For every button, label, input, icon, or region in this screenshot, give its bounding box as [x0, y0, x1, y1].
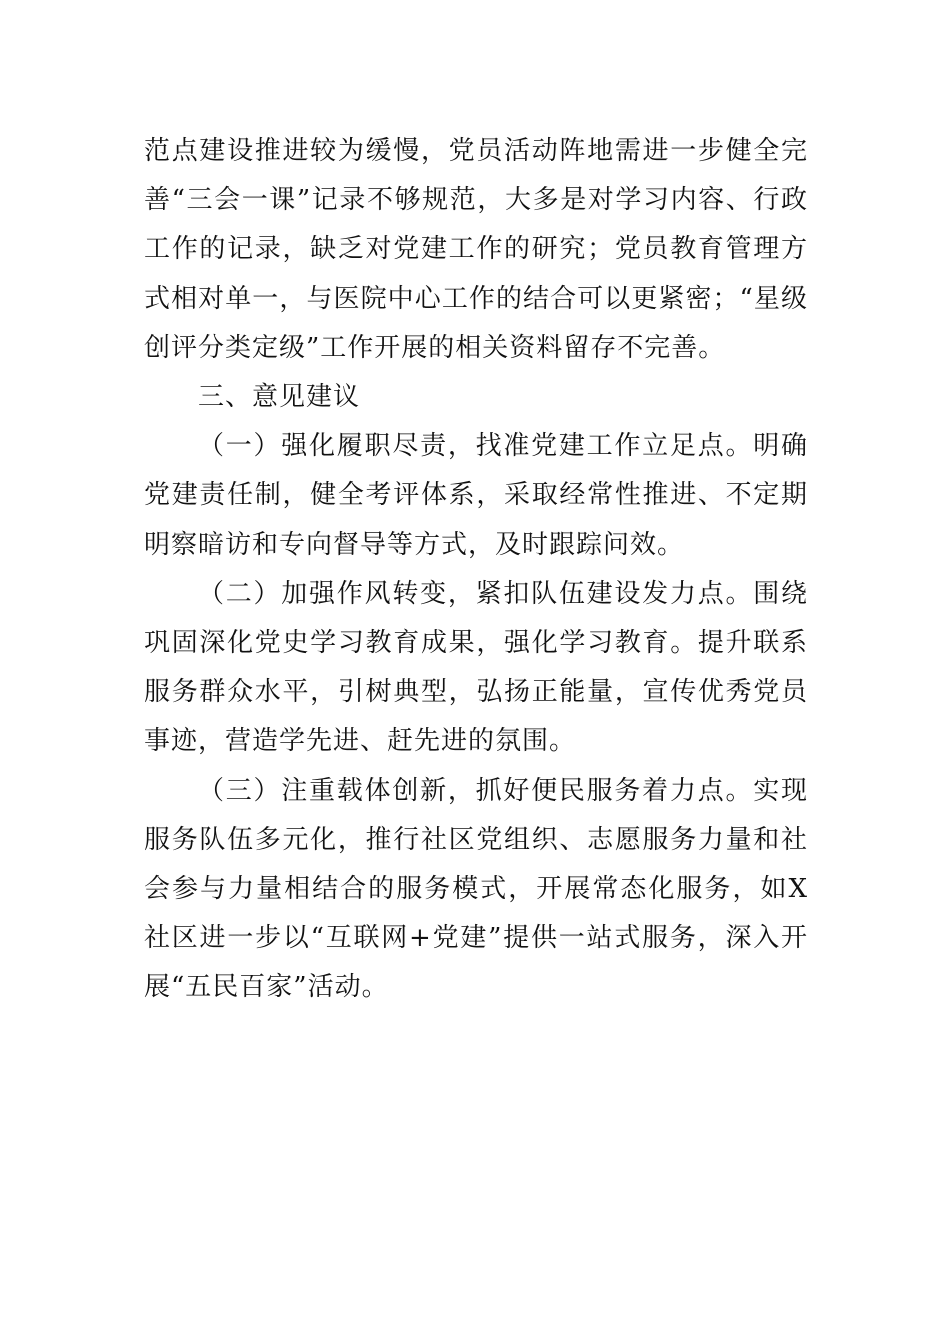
paragraph-continuation: 范点建设推进较为缓慢，党员活动阵地需进一步健全完善“三会一课”记录不够规范，大多是对学习内容、行政工作的记录，缺乏对党建工作的研究；党员教育管理方式相对单一，与医院中心工作的结合可以更紧密；“星级创评分类定级”工作开展的相关资料留存不完善。 — [144, 136, 808, 363]
document-body — [144, 127, 808, 1013]
paragraph-item-1: （一）强化履职尽责，找准党建工作立足点。明确党建责任制，健全考评体系，采取经常性推进、不定期明察暗访和专向督导等方式，及时跟踪问效。 — [144, 431, 808, 560]
paragraph-item-3: （三）注重载体创新，抓好便民服务着力点。实现服务队伍多元化，推行社区党组织、志愿服务力量和社会参与力量相结合的服务模式，开展常态化服务，如X社区进一步以“互联网+党建”提供一站式服务，深入开展“五民百家”活动。 — [144, 775, 808, 1003]
paragraph-item-2: （二）加强作风转变，紧扣队伍建设发力点。围绕巩固深化党史学习教育成果，强化学习教育。提升联系服务群众水平，引树典型，弘扬正能量，宣传优秀党员事迹，营造学先进、赶先进的氛围。 — [144, 578, 808, 757]
section-heading: 三、意见建议 — [198, 382, 361, 413]
